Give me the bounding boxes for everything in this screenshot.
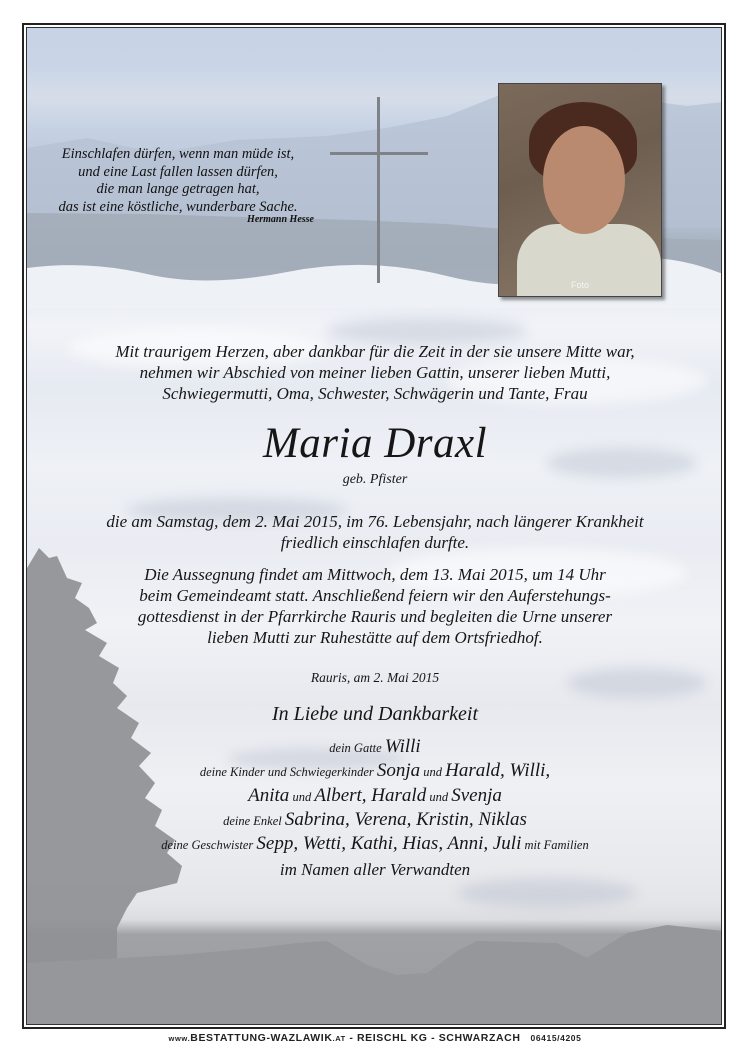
quote-block	[40, 146, 316, 216]
family-names: Harald, Willi,	[445, 760, 551, 781]
family-conjunction: und	[423, 765, 443, 779]
portrait-placeholder-label: Foto	[570, 280, 589, 290]
footer-phone: 06415/4205	[530, 1033, 582, 1043]
family-children-cont	[30, 784, 720, 809]
footer-imprint	[0, 1032, 750, 1044]
quote-line: Einschlafen dürfen, wenn man müde ist,	[61, 146, 295, 162]
quote-line: die man lange getragen hat,	[96, 181, 260, 197]
death-notice-line: friedlich einschlafen durfte.	[280, 533, 470, 552]
service-line: gottesdienst in der Pfarrkirche Rauris und begleiten die Urne unserer	[137, 607, 613, 626]
family-suffix: mit Familien	[524, 838, 589, 852]
family-label: dein Gatte	[329, 741, 382, 755]
maiden-name: geb. Pfister	[342, 472, 408, 487]
intro-line: Mit traurigem Herzen, aber dankbar für die Zeit in der sie unsere Mitte war,	[115, 342, 635, 361]
family-siblings	[30, 832, 720, 857]
family-names: Svenja	[451, 785, 502, 806]
service-line: beim Gemeindeamt statt. Anschließend feiern wir den Auferstehungs-	[139, 586, 611, 605]
family-names: Sepp, Wetti, Kathi, Hias, Anni, Juli	[256, 833, 522, 854]
death-notice-line: die am Samstag, dem 2. Mai 2015, im 76. Lebensjahr, nach längerer Krankheit	[106, 512, 644, 531]
intro-text	[30, 341, 720, 404]
foreground-hills-graphic	[27, 903, 722, 1025]
cross-icon-bar	[330, 152, 428, 155]
portrait-photo	[498, 83, 662, 297]
footer-www: www.	[168, 1034, 191, 1043]
footer-tld: .AT	[332, 1034, 346, 1043]
place-date: Rauris, am 2. Mai 2015	[310, 670, 440, 685]
intro-line: nehmen wir Abschied von meiner lieben Gattin, unserer lieben Mutti,	[139, 363, 611, 382]
closing-heading: In Liebe und Dankbarkeit	[271, 703, 479, 725]
family-names: Anita	[248, 785, 290, 806]
footer-company: BESTATTUNG-WAZLAWIK	[190, 1032, 333, 1044]
family-names: Willi	[384, 736, 421, 757]
service-line: Die Aussegnung findet am Mittwoch, dem 13. Mai 2015, um 14 Uhr	[144, 565, 606, 584]
quote-author: Hermann Hesse	[247, 214, 314, 225]
intro-line: Schwiegermutti, Oma, Schwester, Schwägerin und Tante, Frau	[162, 384, 588, 403]
cross-icon	[377, 97, 380, 283]
family-names: Sabrina, Verena, Kristin, Niklas	[284, 809, 527, 830]
footer-town: SCHWARZACH	[438, 1032, 521, 1044]
service-line: lieben Mutti zur Ruhestätte auf dem Ortsfriedhof.	[207, 628, 543, 647]
family-conjunction: und	[292, 790, 312, 804]
family-grandchildren	[30, 808, 720, 833]
family-spouse	[30, 735, 720, 760]
family-names: Sonja	[376, 760, 421, 781]
family-signoff: im Namen aller Verwandten	[279, 860, 471, 879]
portrait-placeholder-shape	[543, 126, 625, 234]
family-label: deine Geschwister	[161, 838, 254, 852]
family-label: deine Enkel	[223, 814, 282, 828]
footer-separator: -	[345, 1032, 357, 1044]
quote-line: und eine Last fallen lassen dürfen,	[78, 163, 278, 180]
deceased-name: Maria Draxl	[262, 420, 488, 467]
footer-separator: -	[427, 1032, 439, 1044]
family-label: deine Kinder und Schwiegerkinder	[199, 765, 374, 779]
family-conjunction: und	[429, 790, 449, 804]
family-names: Albert, Harald	[314, 785, 427, 806]
service-details	[30, 564, 720, 648]
death-notice	[30, 511, 720, 553]
quote-line: das ist eine köstliche, wunderbare Sache.	[58, 198, 298, 215]
footer-partner: REISCHL KG	[356, 1032, 428, 1044]
family-children	[30, 759, 720, 784]
